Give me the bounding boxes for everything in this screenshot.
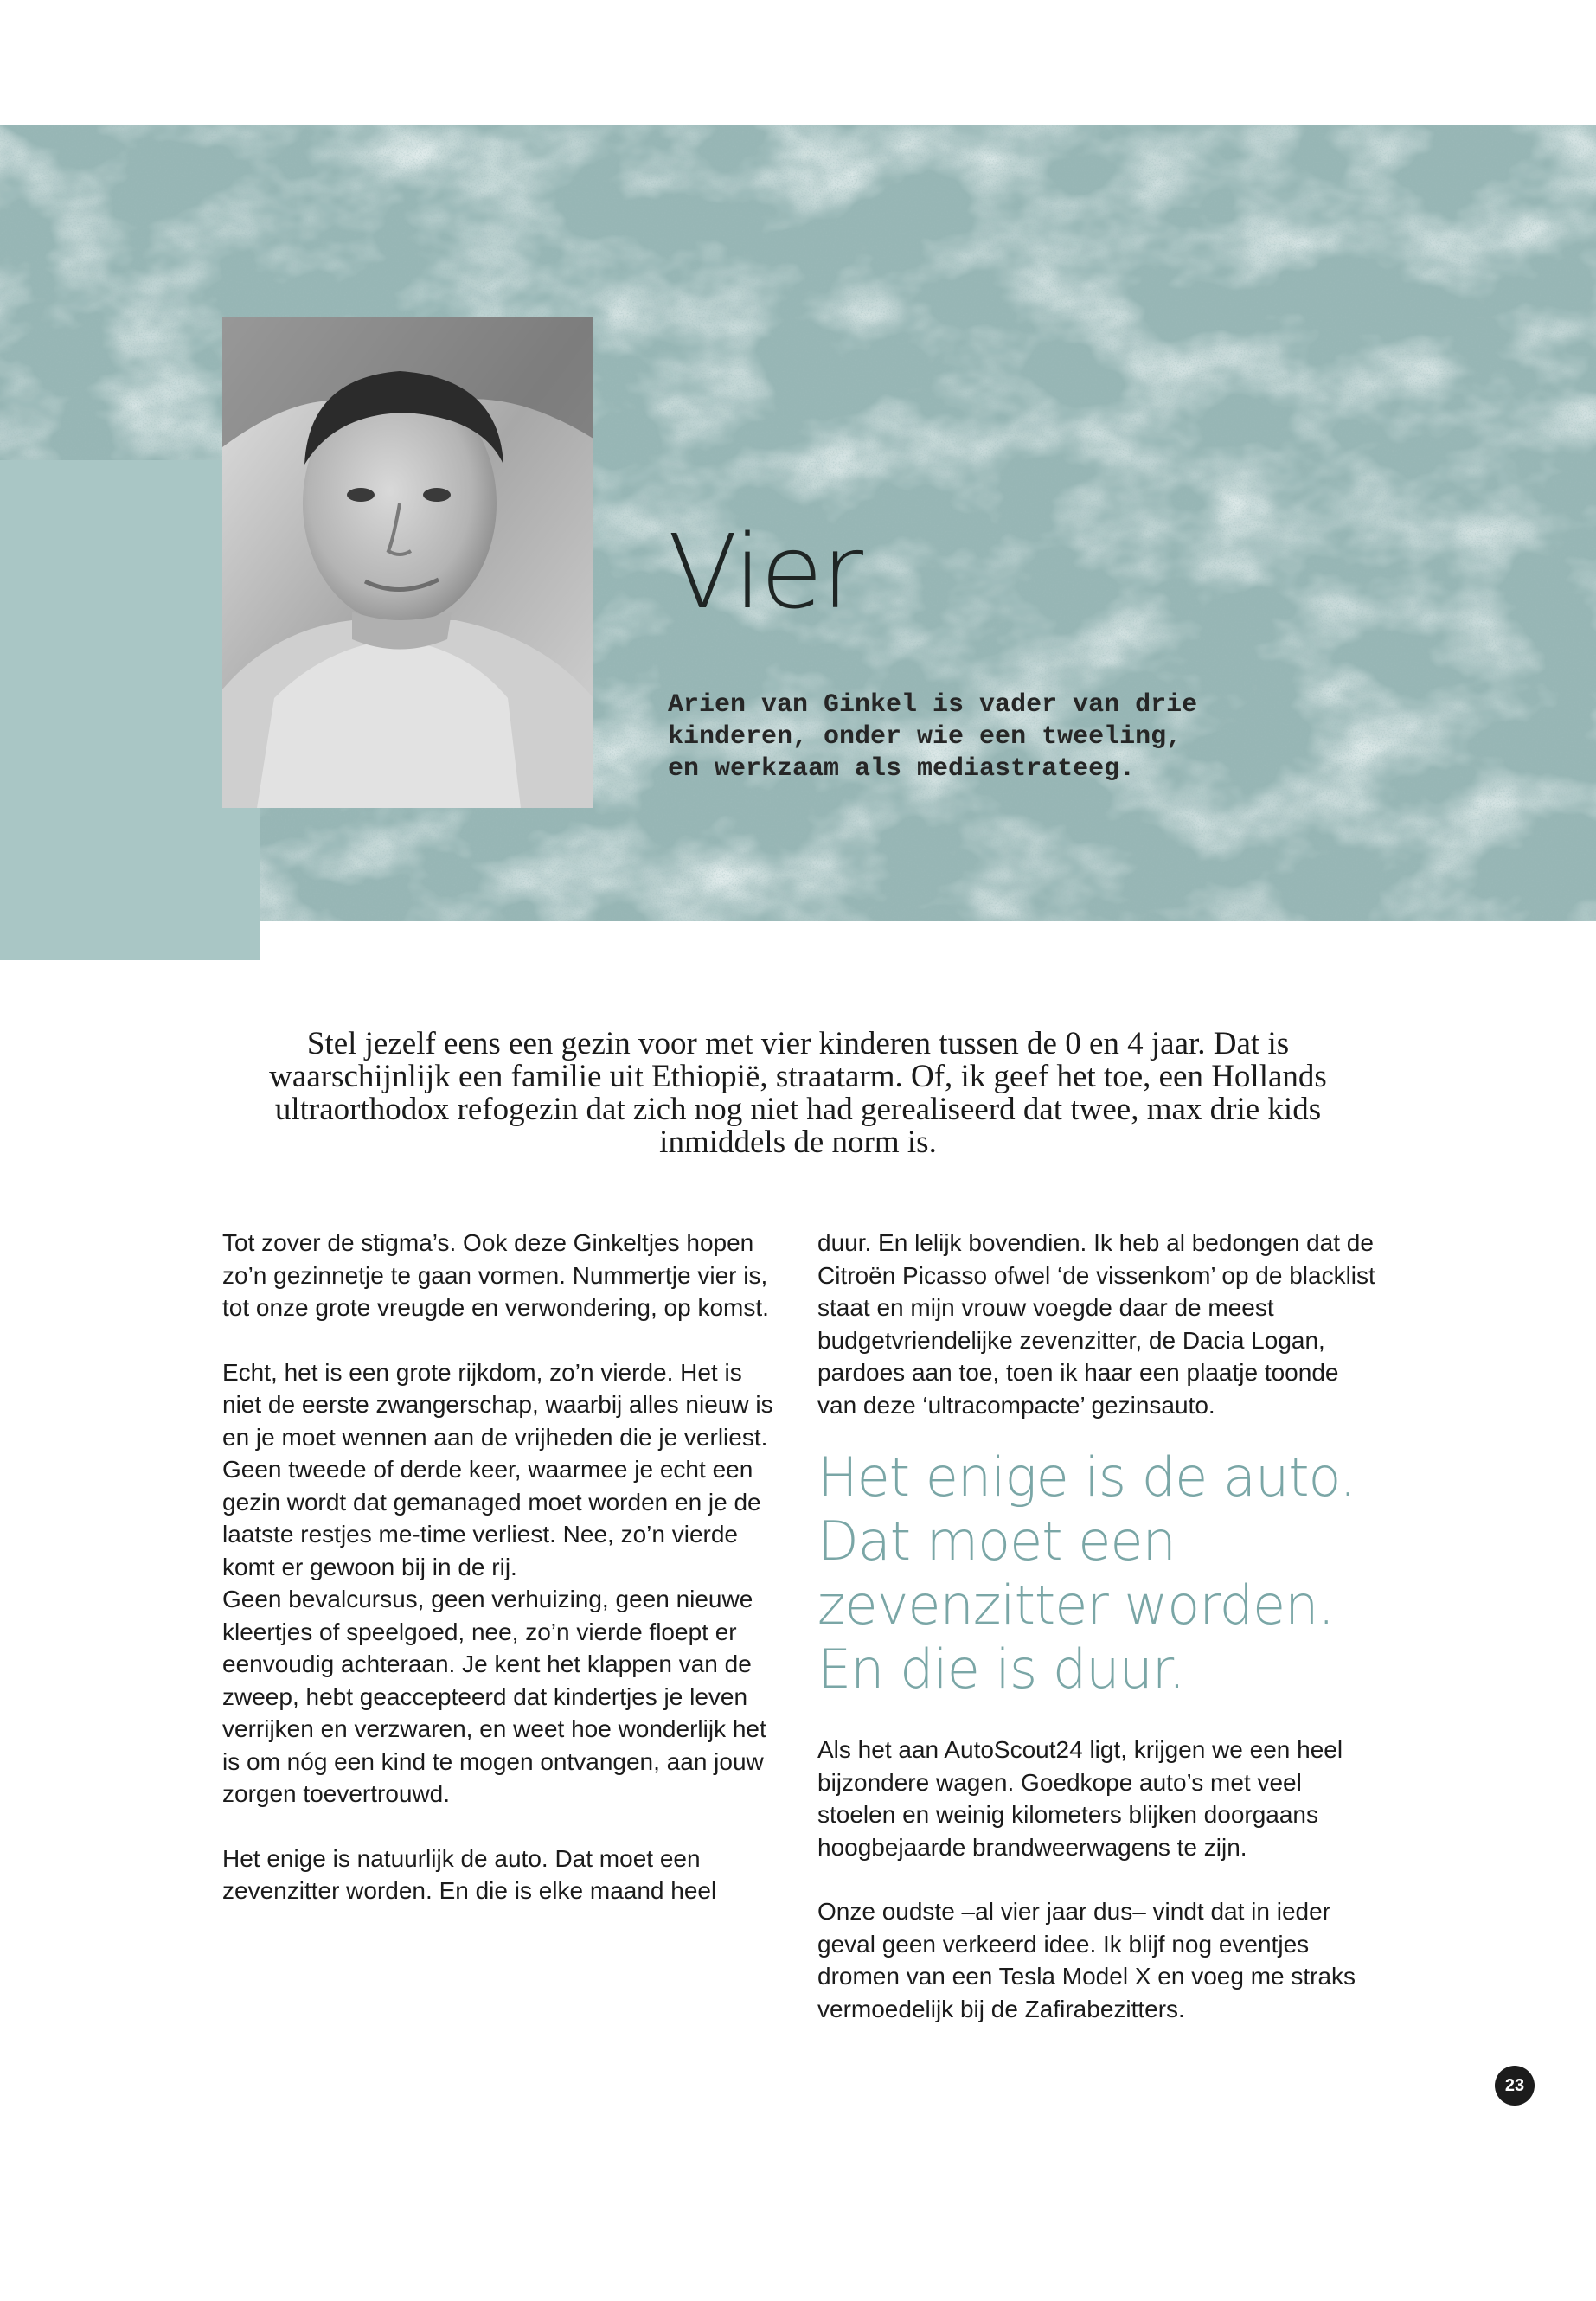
author-bio: Arien van Ginkel is vader van drie kinderen, onder wie een tweeling, en werkzaam als mediastrateeg. <box>668 690 1198 784</box>
body-paragraph: Het enige is natuurlijk de auto. Dat moet een zevenzitter worden. En die is elke maand heel <box>222 1844 717 1904</box>
page-number-badge: 23 <box>1495 2066 1535 2106</box>
body-paragraph: Echt, het is een grote rijkdom, zo’n vierde. Het is niet de eerste zwangerschap, waarbij alles nieuw is en je moet wennen aan de vrijheden die je verliest. Geen tweede of derde keer, waarmee je echt een gezin wordt dat gemanaged moet worden en je de laatste restjes me-time verliest. Nee, zo’n vierde komt er gewoon bij in de rij. <box>222 1358 773 1580</box>
body-paragraph: duur. En lelijk bovendien. Ik heb al bedongen dat de Citroën Picasso ofwel ‘de vissenkom’ op de blacklist staat en mijn vrouw voegde daar de meest budgetvriendelijke zevenzitter, de Dacia Logan, pardoes aan toe, toen ik haar een plaatje toonde van deze ‘ultracompacte’ gezinsauto. <box>817 1229 1375 1419</box>
intro-paragraph: Stel jezelf eens een gezin voor met vier kinderen tussen de 0 en 4 jaar. Dat is waarschijnlijk een familie uit Ethiopië, straatarm. Of, ik geef het toe, een Hollands ultraorthodox refogezin dat zich nog niet had gerealiseerd dat twee, max drie kids inmiddels de norm is. <box>269 1026 1327 1160</box>
pull-quote: Het enige is de auto. Dat moet een zevenzitter worden. En die is duur. <box>817 1445 1356 1701</box>
body-column-right <box>817 1227 1380 2025</box>
accent-block <box>0 460 260 960</box>
body-paragraph: Tot zover de stigma’s. Ook deze Ginkeltjes hopen zo’n gezinnetje te gaan vormen. Nummertje vier is, tot onze grote vreugde en verwondering, op komst. <box>222 1229 769 1321</box>
body-column-left <box>222 1227 785 1907</box>
body-paragraph: Als het aan AutoScout24 ligt, krijgen we een heel bijzondere wagen. Goedkope auto’s met veel stoelen en weinig kilometers blijken doorgaans hoogbejaarde brandweerwagens te zijn. <box>817 1736 1343 1861</box>
body-paragraph: Geen bevalcursus, geen verhuizing, geen nieuwe kleertjes of speelgoed, nee, zo’n vierde floept er eenvoudig achteraan. Je kent het klappen van de zweep, hebt geaccepteerd dat kindertjes je leven verrijken en verzwaren, en weet hoe wonderlijk het is om nóg een kind te mogen ontvangen, aan jouw zorgen toevertrouwd. <box>222 1586 766 1807</box>
body-paragraph: Onze oudste –al vier jaar dus– vindt dat in ieder geval geen verkeerd idee. Ik blijf nog eventjes dromen van een Tesla Model X en voeg me straks vermoedelijk bij de Zafirabezitters. <box>817 1898 1356 2022</box>
article-title: Vier <box>668 512 862 631</box>
author-portrait <box>222 317 593 808</box>
